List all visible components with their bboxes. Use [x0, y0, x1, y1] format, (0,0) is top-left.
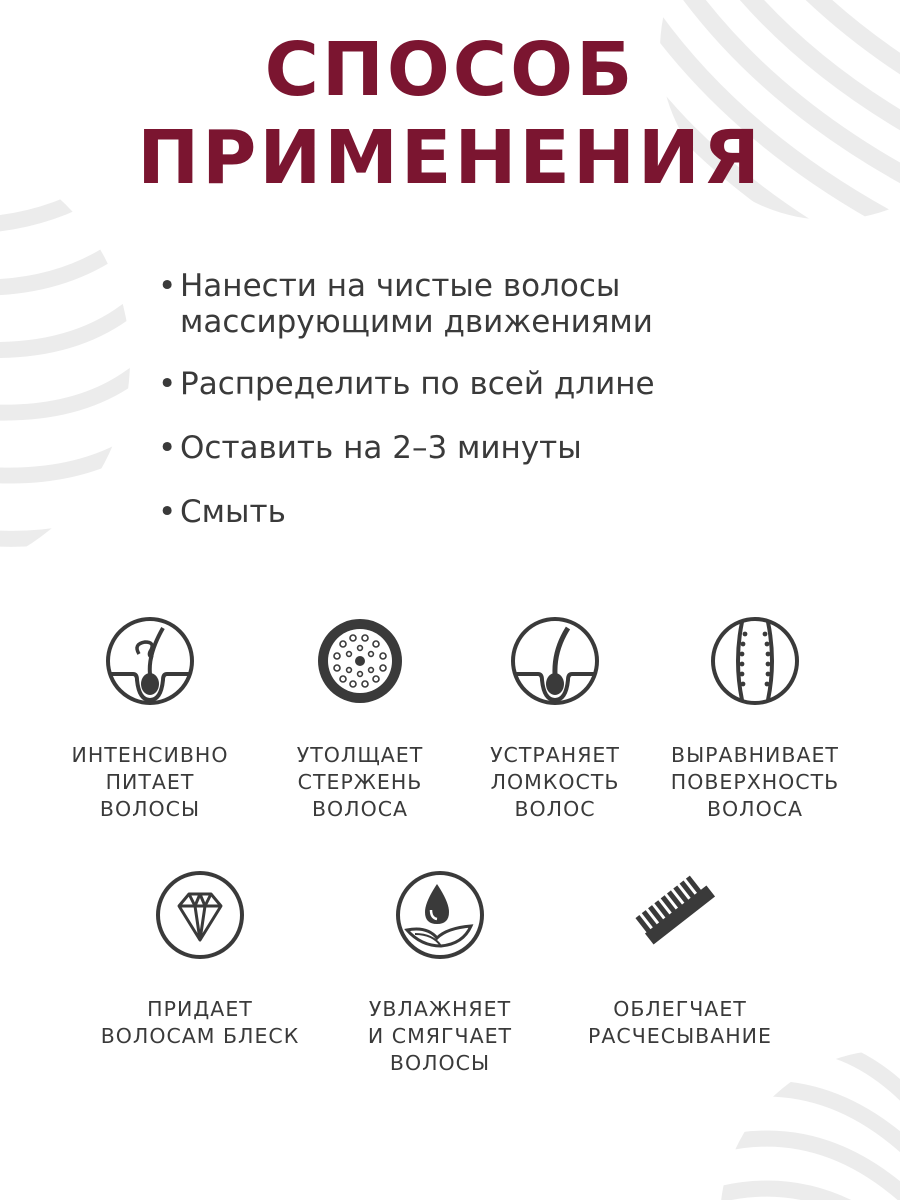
feature-moisturize [340, 868, 540, 1077]
usage-step-3-text: Оставить на 2–3 минуты [180, 430, 582, 466]
usage-step-3 [158, 430, 780, 466]
water-drop-icon [393, 868, 487, 962]
feature-detangle [580, 868, 780, 1050]
feature-thicken [260, 614, 460, 823]
hair-follicle-nourish-icon [103, 614, 197, 708]
usage-step-2-text: Распределить по всей длине [180, 366, 655, 402]
hair-shaft-cross-section-icon [313, 614, 407, 708]
hair-root-icon [508, 614, 602, 708]
feature-moisturize-label: УВЛАЖНЯЕТ И СМЯГЧАЕТ ВОЛОСЫ [367, 997, 513, 1075]
usage-step-1 [158, 268, 780, 340]
feature-nourish-label: ИНТЕНСИВНО ПИТАЕТ ВОЛОСЫ [71, 743, 229, 821]
feature-shine-label: ПРИДАЕТ ВОЛОСАМ БЛЕСК [100, 997, 300, 1048]
feature-anti-breakage [455, 614, 655, 823]
usage-step-4-text: Смыть [180, 494, 286, 530]
usage-step-1-text: Нанести на чистые волосы массирующими движениями [180, 268, 653, 340]
feature-smooth-surface-label: ВЫРАВНИВАЕТ ПОВЕРХНОСТЬ ВОЛОСА [670, 743, 840, 821]
page-title-line-2: ПРИМЕНЕНИЯ [137, 115, 763, 201]
diamond-icon [153, 868, 247, 962]
usage-step-4 [158, 494, 780, 530]
decorative-sphere-bottom-right [700, 1040, 900, 1200]
comb-icon [633, 868, 727, 962]
feature-thicken-label: УТОЛЩАЕТ СТЕРЖЕНЬ ВОЛОСА [296, 743, 424, 821]
usage-step-2 [158, 366, 780, 402]
feature-anti-breakage-label: УСТРАНЯЕТ ЛОМКОСТЬ ВОЛОС [490, 743, 620, 821]
feature-smooth-surface [655, 614, 855, 823]
feature-detangle-label: ОБЛЕГЧАЕТ РАСЧЕСЫВАНИЕ [588, 997, 772, 1048]
hair-surface-icon [708, 614, 802, 708]
feature-nourish [50, 614, 250, 823]
feature-shine [100, 868, 300, 1050]
page-title-line-1: СПОСОБ [264, 27, 636, 113]
